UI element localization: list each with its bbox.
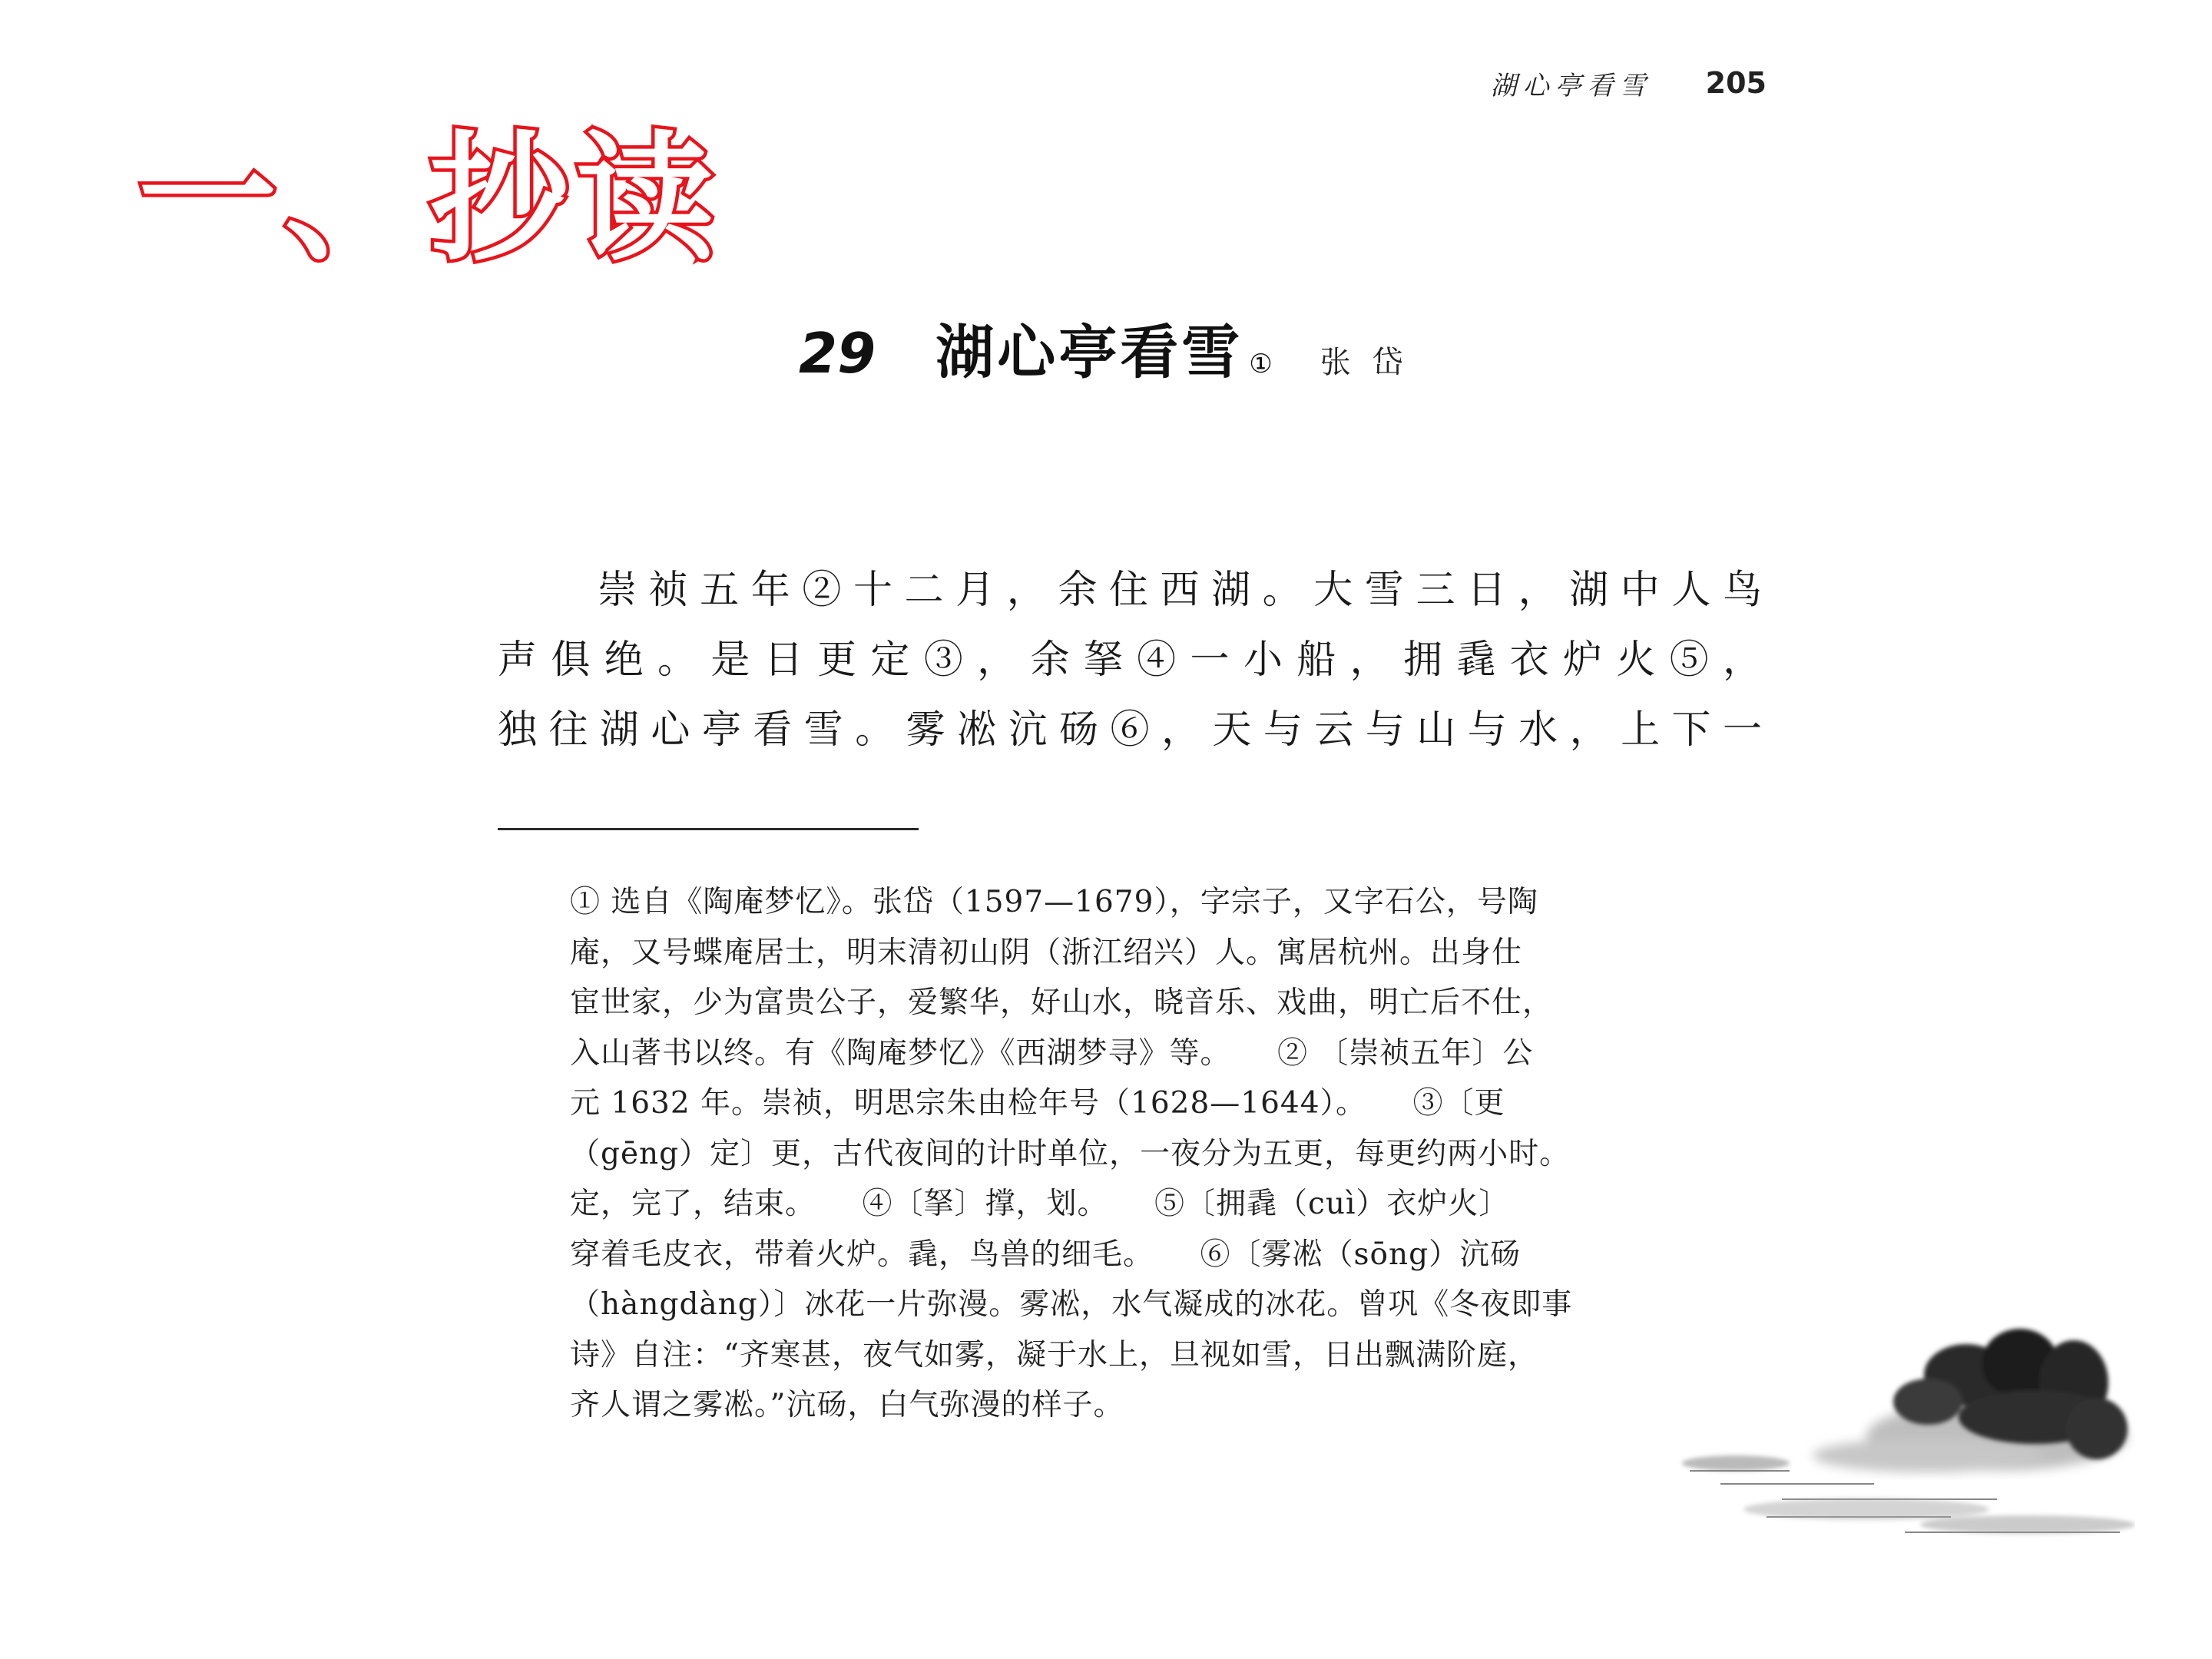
footnote-line: 入山著书以终。有《陶庵梦忆》《西湖梦寻》等。 ② 〔崇祯五年〕公 bbox=[570, 1035, 1534, 1071]
footnotes bbox=[570, 877, 1765, 1431]
running-header bbox=[1459, 60, 1767, 106]
lesson-heading bbox=[799, 306, 1425, 390]
footnote-line: 穿着毛皮衣，带着火炉。毳，鸟兽的细毛。 ⑥〔雾凇（sōng）沆砀 bbox=[570, 1237, 1522, 1272]
footnote-line: 齐人谓之雾凇。”沆砀，白气弥漫的样子。 bbox=[570, 1388, 1124, 1422]
footnote-line: 庵，又号蝶庵居士，明末清初山阴（浙江绍兴）人。寓居杭州。出身仕 bbox=[570, 935, 1523, 970]
main-text bbox=[498, 555, 1765, 765]
footnote-divider bbox=[498, 828, 919, 830]
footnote-line: 元 1632 年。崇祯，明思宗朱由检年号（1628—1644）。 ③〔更 bbox=[570, 1086, 1505, 1121]
footnote-line: 宦世家，少为富贵公子，爱繁华，好山水，晓音乐、戏曲，明亡后不仕， bbox=[570, 985, 1554, 1020]
text-line: 独往湖心亭看雪。雾凇沆砀⑥，天与云与山与水，上下一 bbox=[498, 707, 1765, 753]
footnote-line: 定，完了，结束。 ④〔拏〕撑，划。 ⑤〔拥毳（cuì）衣炉火〕 bbox=[570, 1187, 1510, 1221]
running-title: 湖心亭看雪 bbox=[1490, 70, 1652, 101]
page-number: 205 bbox=[1705, 66, 1767, 100]
title-note-mark: ① bbox=[1249, 349, 1273, 379]
text-line: 崇祯五年②十二月，余住西湖。大雪三日，湖中人鸟 bbox=[598, 568, 1765, 613]
lesson-number: 29 bbox=[799, 321, 876, 386]
author-name: 张岱 bbox=[1320, 345, 1425, 380]
section-banner: 一、抄读 bbox=[138, 119, 723, 280]
lesson-title: 湖心亭看雪 bbox=[935, 318, 1243, 386]
ink-landscape-icon bbox=[1674, 1321, 2135, 1551]
footnote-line: （gēng）定〕更，古代夜间的计时单位，一夜分为五更，每更约两小时。 bbox=[570, 1136, 1571, 1171]
footnote-line: ① 选自《陶庵梦忆》。张岱（1597—1679），字宗子，又字石公，号陶 bbox=[570, 885, 1538, 919]
text-line: 声俱绝。是日更定③，余拏④一小船，拥毳衣炉火⑤， bbox=[498, 637, 1765, 683]
footnote-line: （hàngdàng）〕冰花一片弥漫。雾凇，水气凝成的冰花。曾巩《冬夜即事 bbox=[570, 1287, 1573, 1322]
footnote-line: 诗》自注：“齐寒甚，夜气如雾，凝于水上，旦视如雪，日出飘满阶庭， bbox=[570, 1337, 1538, 1373]
